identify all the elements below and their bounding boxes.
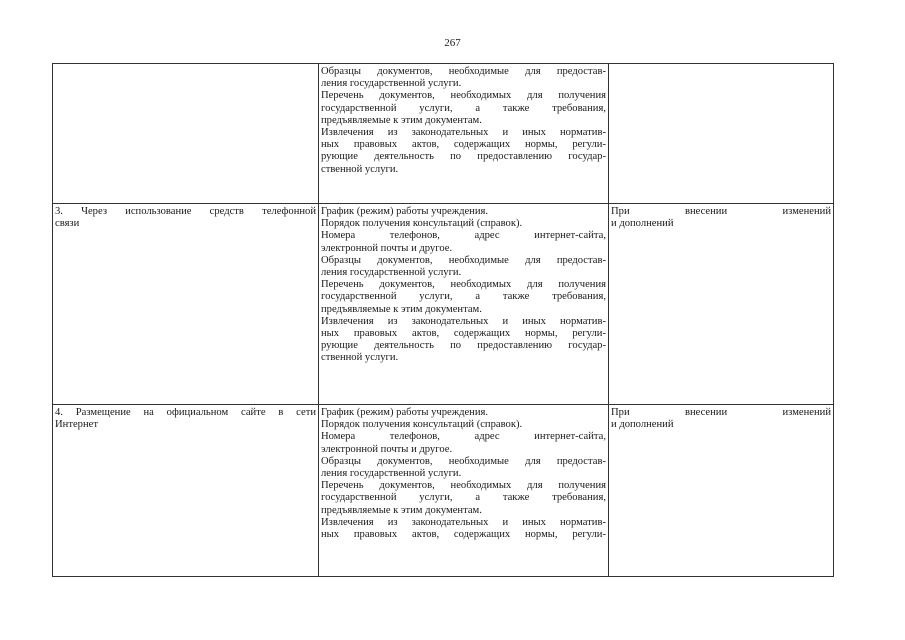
cell-content: [319, 64, 609, 204]
text-line: График (режим) работы учреждения.: [321, 206, 489, 217]
text-line: рующие деятельность по предоставлению государ-: [321, 340, 606, 352]
cell-update-frequency: [609, 64, 834, 204]
text-line: Порядок получения консультаций (справок).: [321, 419, 523, 431]
text-line: ления государственной услуги.: [321, 78, 462, 90]
cell-method: [53, 405, 319, 577]
text-line: Интернет: [55, 419, 98, 431]
text-line: ления государственной услуги.: [321, 267, 462, 279]
text-line: При внесении изменений: [611, 407, 831, 418]
text-line: Номера телефонов, адрес интернет-сайта,: [321, 230, 606, 242]
text-line: ления государственной услуги.: [321, 468, 462, 480]
table-row: [53, 64, 834, 204]
text-line: При внесении изменений: [611, 206, 831, 217]
table-row: [53, 405, 834, 577]
text-line: связи: [55, 218, 80, 230]
text-line: государственной услуги, а также требования,: [321, 291, 606, 303]
text-line: Перечень документов, необходимых для получения: [321, 279, 606, 291]
text-line: Извлечения из законодательных и иных норматив-: [321, 127, 606, 139]
text-line: государственной услуги, а также требования,: [321, 492, 606, 504]
text-line: Извлечения из законодательных и иных норматив-: [321, 516, 606, 528]
text-line: рующие деятельность по предоставлению государ-: [321, 151, 606, 163]
text-line: предъявляемые к этим документам.: [321, 303, 482, 315]
cell-update-frequency: [609, 405, 834, 577]
services-table: [52, 63, 834, 577]
text-line: ственной услуги.: [321, 163, 399, 175]
text-line: Образцы документов, необходимые для предостав-: [321, 254, 606, 266]
text-line: 3. Через использование средств телефонной: [55, 206, 316, 217]
text-line: Порядок получения консультаций (справок).: [321, 218, 523, 230]
cell-update-frequency: [609, 204, 834, 405]
text-line: Извлечения из законодательных и иных норматив-: [321, 315, 606, 327]
text-line: и дополнений: [611, 218, 674, 230]
text-line: ных правовых актов, содержащих нормы, регули-: [321, 139, 606, 151]
text-line: Перечень документов, необходимых для получения: [321, 480, 606, 492]
text-line: График (режим) работы учреждения.: [321, 407, 489, 418]
text-line: 4. Размещение на официальном сайте в сети: [55, 407, 316, 418]
text-line: электронной почты и другое.: [321, 242, 453, 254]
text-line: ных правовых актов, содержащих нормы, регули-: [321, 328, 606, 340]
text-line: и дополнений: [611, 419, 674, 431]
cell-content: [319, 405, 609, 577]
text-line: ных правовых актов, содержащих нормы, регули-: [321, 529, 606, 541]
table-row: [53, 204, 834, 405]
page-number: 267: [444, 37, 461, 49]
text-line: Перечень документов, необходимых для получения: [321, 90, 606, 102]
text-line: ственной услуги.: [321, 352, 399, 364]
text-line: государственной услуги, а также требования,: [321, 102, 606, 114]
cell-content: [319, 204, 609, 405]
text-line: Номера телефонов, адрес интернет-сайта,: [321, 431, 606, 443]
cell-method: [53, 64, 319, 204]
text-line: предъявляемые к этим документам.: [321, 504, 482, 516]
text-line: Образцы документов, необходимые для предостав-: [321, 66, 606, 77]
text-line: предъявляемые к этим документам.: [321, 114, 482, 126]
cell-method: [53, 204, 319, 405]
text-line: электронной почты и другое.: [321, 443, 453, 455]
text-line: Образцы документов, необходимые для предостав-: [321, 455, 606, 467]
